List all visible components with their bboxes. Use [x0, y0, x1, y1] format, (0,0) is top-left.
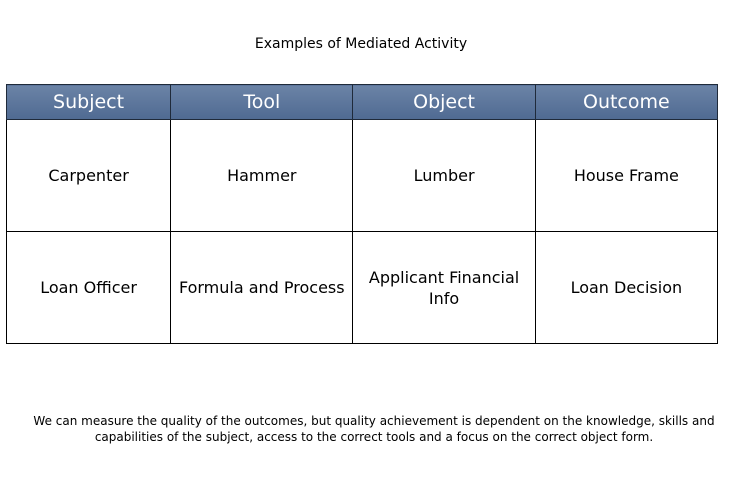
table-header-row	[7, 85, 718, 120]
header-subject: Subject	[7, 85, 171, 120]
cell-subject: Loan Officer	[7, 232, 171, 344]
cell-outcome: Loan Decision	[535, 232, 717, 344]
slide-title: Examples of Mediated Activity	[254, 36, 468, 52]
header-tool: Tool	[171, 85, 353, 120]
footnote-text: We can measure the quality of the outcomes, but quality achievement is dependent on the knowledge, skills and capabilities of the subject, access to the correct tools and a focus on the correct object form.	[33, 414, 715, 444]
table-row	[7, 120, 718, 232]
table-row	[7, 232, 718, 344]
cell-outcome: House Frame	[535, 120, 717, 232]
cell-tool: Hammer	[171, 120, 353, 232]
header-object: Object	[353, 85, 535, 120]
mediated-activity-table	[6, 84, 718, 344]
header-outcome: Outcome	[535, 85, 717, 120]
cell-object: Lumber	[353, 120, 535, 232]
cell-subject: Carpenter	[7, 120, 171, 232]
cell-object: Applicant Financial Info	[353, 232, 535, 344]
cell-tool: Formula and Process	[171, 232, 353, 344]
